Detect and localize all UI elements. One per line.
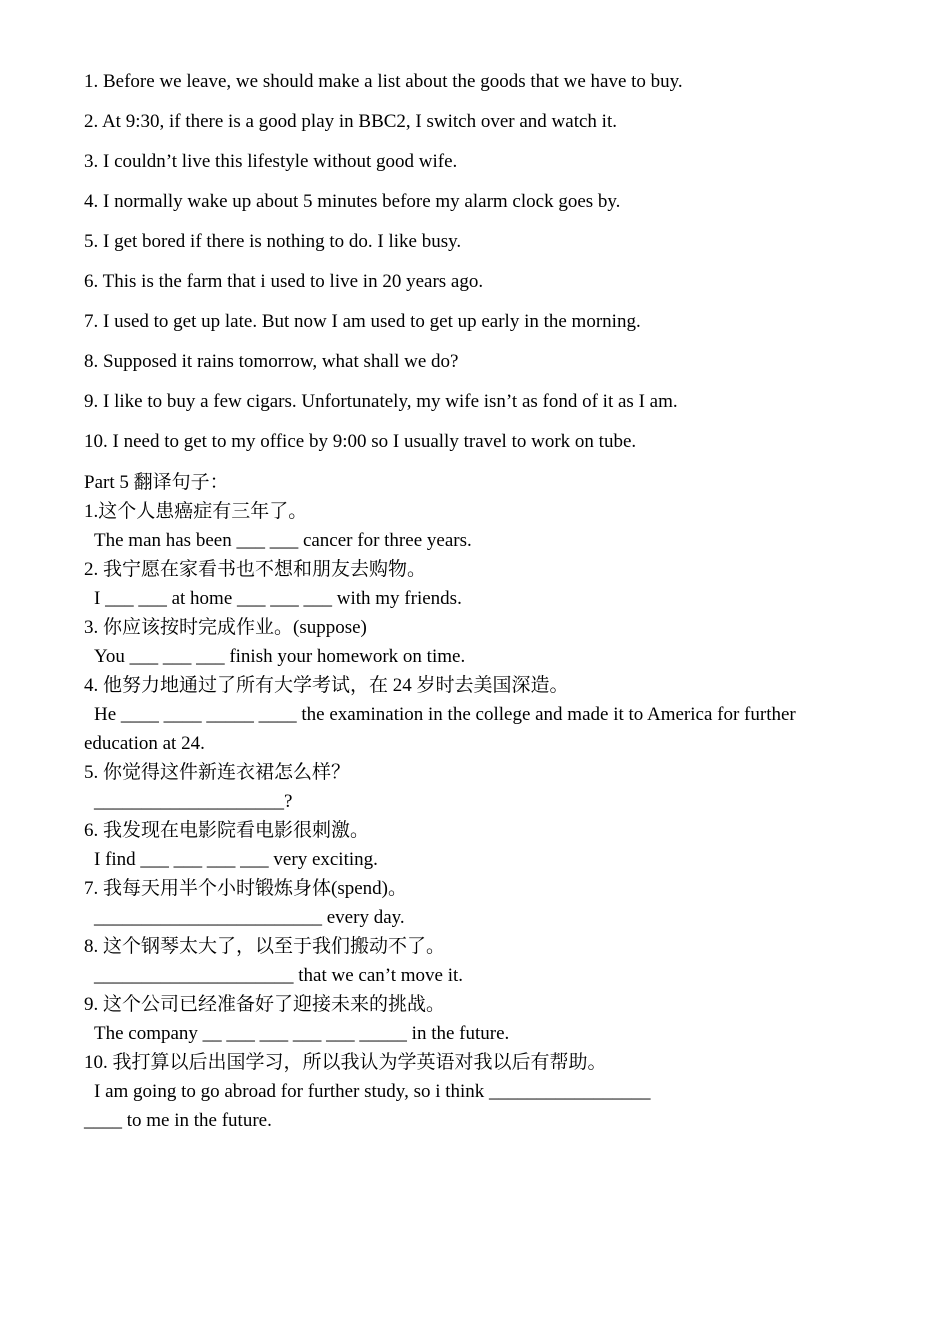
english-blank-line: The company __ ___ ___ ___ ___ _____ in the future. bbox=[94, 1023, 510, 1044]
english-blank-line: I am going to go abroad for further study, so i think _________________ bbox=[94, 1081, 651, 1102]
english-blank-line: You ___ ___ ___ finish your homework on time. bbox=[94, 646, 466, 667]
sentence-item: 2. At 9:30, if there is a good play in BBC2, I switch over and watch it. bbox=[84, 111, 617, 132]
english-blank-line: I find ___ ___ ___ ___ very exciting. bbox=[94, 849, 378, 870]
english-blank-line: ________________________ every day. bbox=[94, 907, 405, 928]
sentence-item: 7. I used to get up late. But now I am used to get up early in the morning. bbox=[84, 311, 641, 332]
chinese-prompt: 7. 我每天用半个小时锻炼身体(spend)。 bbox=[84, 878, 407, 899]
sentence-item: 8. Supposed it rains tomorrow, what shall we do? bbox=[84, 351, 459, 372]
english-blank-line-continued: education at 24. bbox=[84, 733, 205, 754]
sentence-list bbox=[84, 68, 874, 468]
part5-section bbox=[84, 468, 874, 1135]
chinese-prompt: 1.这个人患癌症有三年了。 bbox=[84, 501, 308, 522]
section-heading: Part 5 翻译句子： bbox=[84, 472, 229, 493]
chinese-prompt: 3. 你应该按时完成作业。(suppose) bbox=[84, 617, 367, 638]
english-blank-line: The man has been ___ ___ cancer for three years. bbox=[94, 530, 472, 551]
chinese-prompt: 10. 我打算以后出国学习，所以我认为学英语对我以后有帮助。 bbox=[84, 1052, 607, 1073]
chinese-prompt: 8. 这个钢琴太大了，以至于我们搬动不了。 bbox=[84, 936, 446, 957]
sentence-item: 10. I need to get to my office by 9:00 so I usually travel to work on tube. bbox=[84, 431, 637, 452]
english-blank-line: He ____ ____ _____ ____ the examination in the college and made it to America for further bbox=[94, 704, 796, 725]
chinese-prompt: 9. 这个公司已经准备好了迎接未来的挑战。 bbox=[84, 994, 446, 1015]
chinese-prompt: 5. 你觉得这件新连衣裙怎么样？ bbox=[84, 762, 351, 783]
sentence-item: 6. This is the farm that i used to live in 20 years ago. bbox=[84, 271, 484, 292]
english-blank-line-continued: ____ to me in the future. bbox=[84, 1110, 272, 1131]
sentence-item: 1. Before we leave, we should make a list about the goods that we have to buy. bbox=[84, 71, 683, 92]
sentence-item: 3. I couldn’t live this lifestyle without good wife. bbox=[84, 151, 458, 172]
sentence-item: 4. I normally wake up about 5 minutes before my alarm clock goes by. bbox=[84, 191, 621, 212]
english-blank-line: _____________________ that we can’t move it. bbox=[94, 965, 464, 986]
sentence-item: 5. I get bored if there is nothing to do. I like busy. bbox=[84, 231, 462, 252]
chinese-prompt: 4. 他努力地通过了所有大学考试，在 24 岁时去美国深造。 bbox=[84, 675, 569, 696]
worksheet-page bbox=[84, 68, 874, 1135]
chinese-prompt: 2. 我宁愿在家看书也不想和朋友去购物。 bbox=[84, 559, 427, 580]
chinese-prompt: 6. 我发现在电影院看电影很刺激。 bbox=[84, 820, 370, 841]
english-blank-line: I ___ ___ at home ___ ___ ___ with my friends. bbox=[94, 588, 462, 609]
english-blank-line: ____________________? bbox=[94, 791, 293, 812]
sentence-item: 9. I like to buy a few cigars. Unfortunately, my wife isn’t as fond of it as I am. bbox=[84, 391, 678, 412]
